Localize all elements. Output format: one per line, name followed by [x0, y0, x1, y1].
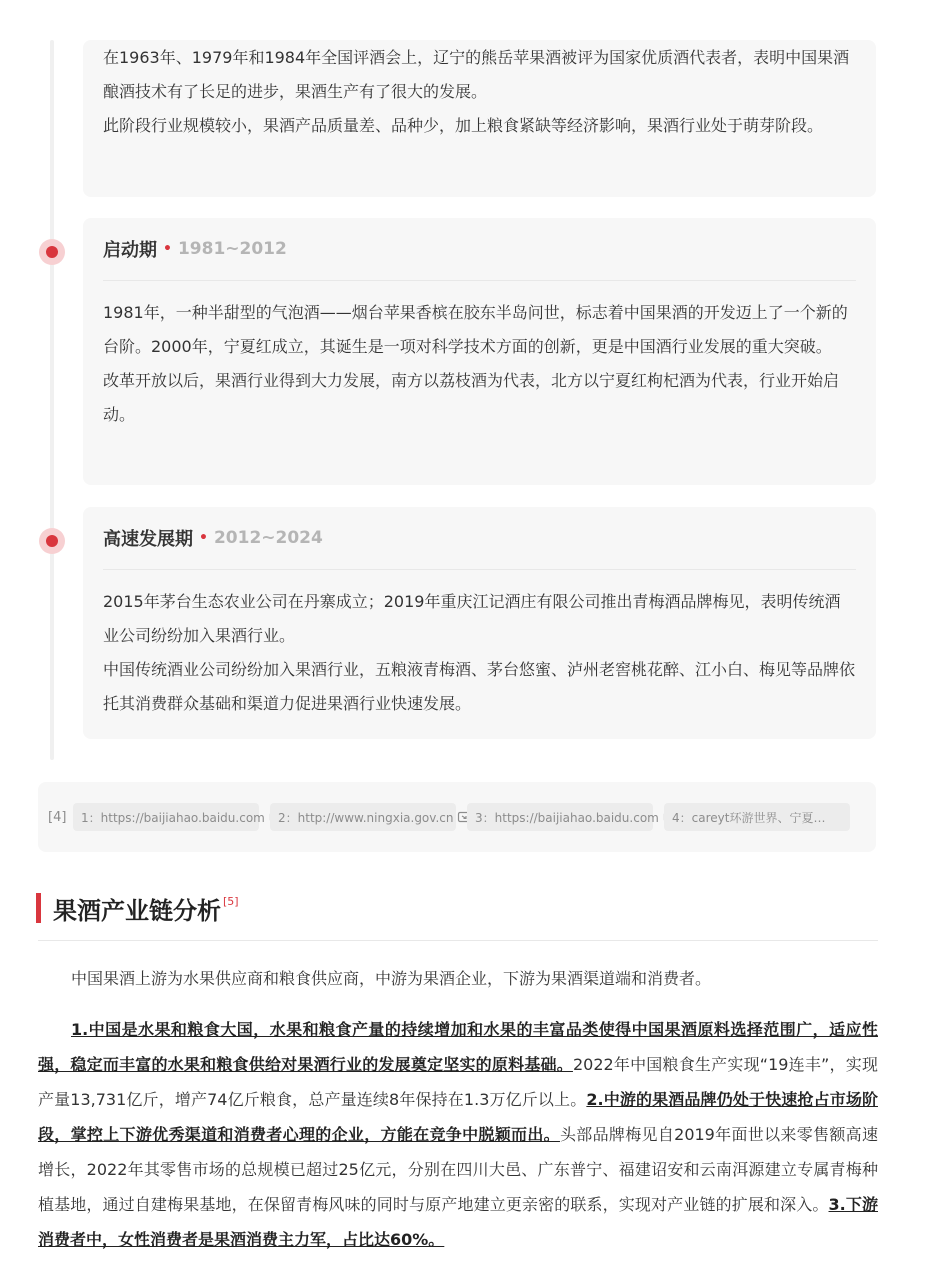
stage-header [103, 507, 856, 570]
stage-name: 启动期 [103, 240, 157, 261]
key-point-1: 1.中国是水果和粮食大国，水果和粮食产量的持续增加和水果的丰富品类使得中国果酒原料选择范围广，适应性强，稳定而丰富的水果和粮食供给对果酒行业的发展奠定坚实的原料基础。 [38, 1020, 878, 1074]
key-point-2: 2.中游的果酒品牌仍处于快速抢占市场阶段，掌控上下游优秀渠道和消费者心理的企业，方能在竞争中脱颖而出。 [38, 1090, 878, 1144]
citation-mark[interactable]: [5] [223, 895, 239, 908]
card-paragraph: 2015年茅台生态农业公司在丹寨成立；2019年重庆江记酒庄有限公司推出青梅酒品牌梅见，表明传统酒业公司纷纷加入果酒行业。 [103, 592, 841, 645]
card-paragraph: 1981年，一种半甜型的气泡酒——烟台苹果香槟在胶东半岛问世，标志着中国果酒的开发迈上了一个新的台阶。2000年，宁夏红成立，其诞生是一项对科学技术方面的创新，更是中国酒行业发展的重大突破。 [103, 303, 848, 356]
reference-link-1[interactable] [73, 803, 265, 831]
body-text: 头部品牌梅见自2019年面世以来零售额高速增长，2022年其零售市场的总规模已超过25亿元，分别在四川大邑、广东普宁、福建诏安和云南洱源建立专属青梅种植基地，通过自建梅果基地，在保留青梅风味的同时与原产地建立更亲密的联系，实现对产业链的扩展和深入。 [38, 1125, 878, 1214]
stage-header [103, 218, 856, 281]
section-title [36, 893, 239, 923]
reference-link-text: 4：careyt环游世界、宁夏… [672, 810, 826, 825]
stage-years: 2012~2024 [213, 528, 323, 548]
timeline-card-start-stage [83, 218, 876, 485]
reference-link-3[interactable] [467, 803, 659, 831]
card-paragraph: 改革开放以后，果酒行业得到大力发展，南方以荔枝酒为代表，北方以宁夏红枸杞酒为代表，行业开始启动。 [103, 371, 840, 424]
stage-name: 高速发展期 [103, 529, 193, 550]
key-point-3: 3.下游消费者中，女性消费者是果酒消费主力军，占比达60%。 [38, 1195, 878, 1249]
timeline-marker-icon [39, 528, 65, 554]
reference-link-text: 2：http://www.ningxia.gov.cn [278, 810, 454, 825]
reference-bar [38, 782, 876, 852]
stage-separator-dot: • [163, 241, 172, 257]
reference-link-2[interactable] [270, 803, 456, 831]
stage-body [103, 281, 856, 432]
section-intro: 中国果酒上游为水果供应商和粮食供应商，中游为果酒企业，下游为果酒渠道端和消费者。 [71, 969, 712, 988]
reference-link-text: 3：https://baijiahao.baidu.com [475, 810, 659, 825]
section-body [38, 1012, 878, 1257]
stage-years: 1981~2012 [177, 239, 287, 259]
reference-link-4[interactable] [664, 803, 850, 831]
timeline-line [50, 40, 54, 760]
card-paragraph: 中国传统酒业公司纷纷加入果酒行业，五粮液青梅酒、茅台悠蜜、泸州老窖桃花醉、江小白、梅见等品牌依托其消费群众基础和渠道力促进果酒行业快速发展。 [103, 660, 856, 713]
timeline-card-early [83, 40, 876, 197]
stage-body [103, 570, 856, 721]
section-divider [38, 940, 878, 941]
card-paragraph: 在1963年、1979年和1984年全国评酒会上，辽宁的熊岳苹果酒被评为国家优质酒代表者，表明中国果酒酿酒技术有了长足的进步，果酒生产有了很大的发展。 [103, 48, 850, 101]
timeline-marker-icon [39, 239, 65, 265]
reference-link-text: 1：https://baijiahao.baidu.com [81, 810, 265, 825]
body-text: 2022年中国粮食生产实现“19连丰”，实现产量13,731亿斤，增产74亿斤粮食，总产量连续8年保持在1.3万亿斤以上。 [38, 1055, 878, 1109]
stage-separator-dot: • [199, 530, 208, 546]
section-title-text: 果酒产业链分析 [53, 896, 221, 925]
card-paragraph: 此阶段行业规模较小，果酒产品质量差、品种少，加上粮食紧缺等经济影响，果酒行业处于萌芽阶段。 [103, 116, 824, 135]
reference-label: [4] [48, 809, 67, 825]
timeline-card-growth-stage [83, 507, 876, 739]
